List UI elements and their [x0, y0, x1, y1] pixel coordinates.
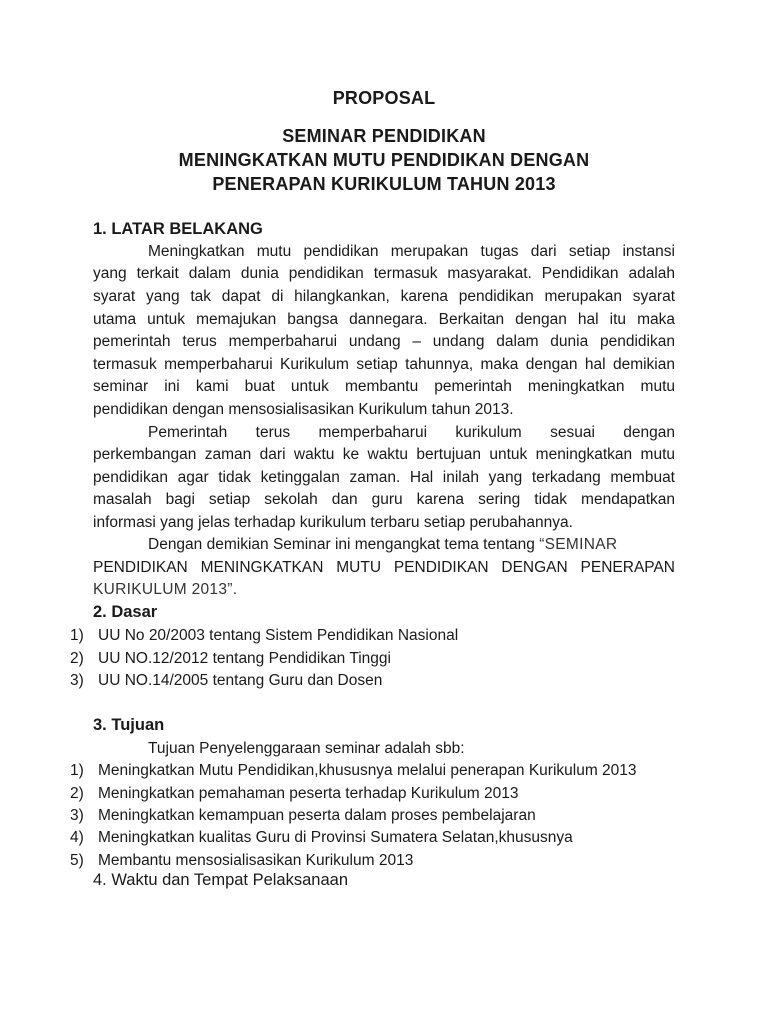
- paragraph-line: Pemerintah terus memperbaharui kurikulum sesuai dengan: [148, 424, 675, 441]
- list-item: [70, 650, 391, 668]
- paragraph-line: Meningkatkan mutu pendidikan merupakan tugas dari setiap instansi: [148, 243, 675, 260]
- section-heading-tujuan: 3. Tujuan: [93, 716, 165, 734]
- section-heading-latar-belakang: 1. LATAR BELAKANG: [93, 220, 263, 238]
- paragraph-line: perkembangan zaman dari waktu ke waktu bertujuan untuk meningkatkan mutu: [93, 446, 675, 463]
- paragraph-line: [148, 536, 617, 554]
- list-item: [70, 807, 536, 825]
- list-number: 3): [70, 807, 84, 824]
- list-number: 2): [70, 650, 84, 667]
- paragraph-line: pemerintah terus memperbaharui undang – undang dalam dunia pendidikan: [93, 333, 675, 350]
- section-heading-waktu-tempat: 4. Waktu dan Tempat Pelaksanaan: [93, 871, 348, 889]
- list-item: [70, 785, 518, 803]
- paragraph-line: termasuk memperbaharui Kurikulum setiap tahunnya, maka dengan hal demikian: [93, 356, 675, 373]
- paragraph-line: seminar ini kami buat untuk membantu pemerintah meningkatkan mutu: [93, 378, 675, 395]
- list-item: [70, 829, 573, 847]
- list-text: UU No 20/2003 tentang Sistem Pendidikan Nasional: [98, 627, 459, 644]
- theme-quote-text: “SEMINAR: [539, 536, 618, 553]
- paragraph-line: syarat yang tak dapat di hilangkankan, karena pendidikan merupakan syarat: [93, 288, 675, 305]
- list-number: 5): [70, 852, 84, 869]
- paragraph-line: pendidikan dengan mensosialisasikan Kurikulum tahun 2013.: [93, 401, 514, 418]
- section-heading-dasar: 2. Dasar: [93, 603, 158, 621]
- list-number: 1): [70, 762, 84, 779]
- list-number: 1): [70, 627, 84, 644]
- list-text: Meningkatkan kemampuan peserta dalam proses pembelajaran: [98, 807, 536, 824]
- list-item: [70, 672, 382, 690]
- list-text: Meningkatkan pemahaman peserta terhadap Kurikulum 2013: [98, 785, 519, 802]
- paragraph-line: masalah bagi setiap sekolah dan guru karena sering tidak mendapatkan: [93, 491, 675, 508]
- document-title: PROPOSAL: [332, 88, 436, 108]
- paragraph-line: pendidikan agar tidak ketinggalan zaman. Hal inilah yang terkadang membuat: [93, 469, 675, 486]
- paragraph-line: utama untuk memajukan bangsa dannegara. Berkaitan dengan hal itu maka: [93, 311, 675, 328]
- seminar-subtitle-line-2: PENERAPAN KURIKULUM TAHUN 2013: [212, 174, 556, 194]
- list-item: [70, 762, 637, 780]
- paragraph-line: informasi yang jelas terhadap kurikulum terbaru setiap perubahannya.: [93, 514, 573, 531]
- list-item: [70, 852, 413, 870]
- list-text: Meningkatkan Mutu Pendidikan,khususnya melalui penerapan Kurikulum 2013: [98, 762, 637, 779]
- seminar-title: SEMINAR PENDIDIKAN: [282, 126, 486, 146]
- theme-quote-text: KURIKULUM 2013”.: [93, 581, 238, 598]
- section-intro: Tujuan Penyelenggaraan seminar adalah sbb:: [148, 740, 465, 757]
- list-item: [70, 627, 458, 645]
- list-number: 2): [70, 785, 84, 802]
- list-text: Meningkatkan kualitas Guru di Provinsi Sumatera Selatan,khususnya: [98, 829, 573, 846]
- paragraph-line: PENDIDIKAN MENINGKATKAN MUTU PENDIDIKAN DENGAN PENERAPAN: [93, 559, 675, 576]
- seminar-subtitle-line-1: MENINGKATKAN MUTU PENDIDIKAN DENGAN: [178, 150, 590, 170]
- list-number: 3): [70, 672, 84, 689]
- paragraph-line: yang terkait dalam dunia pendidikan termasuk masyarakat. Pendidikan adalah: [93, 265, 675, 282]
- paragraph-text: Dengan demikian Seminar ini mengangkat tema tentang: [148, 536, 540, 553]
- list-number: 4): [70, 829, 84, 846]
- list-text: UU NO.14/2005 tentang Guru dan Dosen: [98, 672, 383, 689]
- list-text: Membantu mensosialisasikan Kurikulum 2013: [98, 852, 414, 869]
- list-text: UU NO.12/2012 tentang Pendidikan Tinggi: [98, 650, 391, 667]
